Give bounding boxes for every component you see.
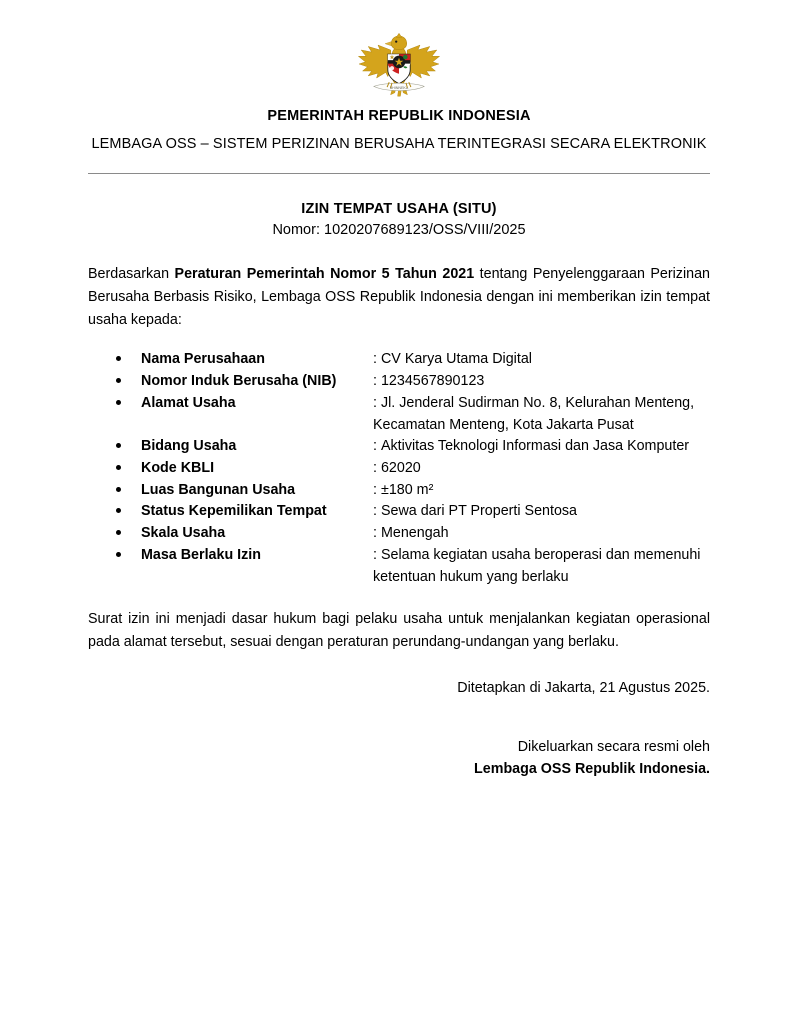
detail-row-company-name xyxy=(113,349,710,371)
colon-separator: : xyxy=(373,546,377,563)
document-header xyxy=(0,106,798,156)
detail-row-kbli-code xyxy=(113,458,710,480)
detail-value-text: Menengah xyxy=(380,525,449,542)
detail-value-text: Sewa dari PT Properti Sentosa xyxy=(380,503,578,520)
detail-label: Kode KBLI xyxy=(141,460,215,476)
header-government-line: PEMERINTAH REPUBLIK INDONESIA xyxy=(267,108,531,124)
detail-row-ownership-status xyxy=(113,501,710,523)
bullet-icon xyxy=(116,487,121,492)
intro-part2: tentang Penyelenggaraan Perizinan Berusaha Berbasis Risiko, Lembaga OSS Republik Indonesia dengan ini memberikan izin tempat usaha kepada: xyxy=(88,265,710,329)
detail-value-text xyxy=(381,460,421,476)
colon-separator: : xyxy=(373,394,377,411)
closing-paragraph: Surat izin ini menjadi dasar hukum bagi pelaku usaha untuk menjalankan kegiatan operasional pada alamat tersebut, sesuai dengan peraturan perundang-undangan yang berlaku. xyxy=(88,611,710,651)
detail-value xyxy=(373,545,703,588)
detail-value-text: Aktivitas Teknologi Informasi dan Jasa Komputer xyxy=(380,438,690,455)
bullet-icon xyxy=(116,465,121,470)
header-institution-line: LEMBAGA OSS – SISTEM PERIZINAN BERUSAHA TERINTEGRASI SECARA ELEKTRONIK xyxy=(91,135,707,152)
detail-label: Nomor Induk Berusaha (NIB) xyxy=(141,373,337,390)
business-details-list xyxy=(113,349,710,588)
detail-value-text: Selama kegiatan usaha beroperasi dan memenuhi ketentuan hukum yang berlaku xyxy=(373,546,701,585)
garuda-pancasila-emblem xyxy=(357,26,441,102)
header-divider xyxy=(88,173,710,174)
document-body xyxy=(88,263,710,780)
issuing-organization: Lembaga OSS Republik Indonesia. xyxy=(474,760,710,777)
colon-separator: : xyxy=(373,351,377,368)
regulation-reference: Peraturan Pemerintah Nomor 5 Tahun 2021 xyxy=(174,265,475,282)
bullet-icon xyxy=(116,552,121,557)
detail-label: Alamat Usaha xyxy=(141,394,236,411)
detail-label: Skala Usaha xyxy=(141,525,226,542)
signature-block xyxy=(88,736,710,780)
detail-value xyxy=(373,501,577,523)
colon-separator: : xyxy=(373,373,377,390)
place-and-date: Ditetapkan di Jakarta, 21 Agustus 2025. xyxy=(457,679,710,696)
detail-row-validity-period xyxy=(113,545,710,588)
detail-value xyxy=(373,436,689,458)
detail-label: Masa Berlaku Izin xyxy=(141,546,261,563)
detail-label: Luas Bangunan Usaha xyxy=(141,481,296,498)
detail-label: Nama Perusahaan xyxy=(141,351,265,368)
document-title: IZIN TEMPAT USAHA (SITU) xyxy=(301,200,497,217)
intro-paragraph xyxy=(88,263,710,332)
detail-value xyxy=(373,480,433,502)
bullet-icon xyxy=(116,508,121,513)
colon-separator: : xyxy=(373,460,377,476)
bullet-icon xyxy=(116,356,121,361)
detail-value xyxy=(373,393,703,436)
detail-value xyxy=(373,523,449,545)
colon-separator: : xyxy=(373,525,377,542)
detail-value xyxy=(373,458,421,480)
bullet-icon xyxy=(116,443,121,448)
detail-label: Status Kepemilikan Tempat xyxy=(141,503,327,520)
issued-by-label: Dikeluarkan secara resmi oleh xyxy=(517,738,710,755)
colon-separator: : xyxy=(373,438,377,455)
detail-row-building-area xyxy=(113,480,710,502)
emblem-container xyxy=(0,0,798,102)
title-block xyxy=(0,201,798,238)
bullet-icon xyxy=(116,400,121,405)
detail-row-nib xyxy=(113,371,710,393)
bullet-icon xyxy=(116,378,121,383)
detail-value xyxy=(373,349,532,371)
kbli-value: 62020 xyxy=(380,460,421,476)
detail-value-text: Jl. Jenderal Sudirman No. 8, Kelurahan Menteng, Kecamatan Menteng, Kota Jakarta Pusat xyxy=(373,394,695,433)
detail-value-text: 1234567890123 xyxy=(380,373,485,390)
detail-value-text: CV Karya Utama Digital xyxy=(380,351,532,368)
colon-separator: : xyxy=(373,481,377,498)
bullet-icon xyxy=(116,530,121,535)
detail-value xyxy=(373,371,484,393)
colon-separator: : xyxy=(373,503,377,520)
detail-row-business-scale xyxy=(113,523,710,545)
detail-row-address xyxy=(113,393,710,436)
intro-part1: Berdasarkan xyxy=(88,265,175,282)
detail-row-business-field xyxy=(113,436,710,458)
detail-label: Bidang Usaha xyxy=(141,438,237,455)
detail-value-text: ±180 m² xyxy=(380,481,434,498)
svg-text:BHINNEKA: BHINNEKA xyxy=(389,85,409,90)
document-number: Nomor: 1020207689123/OSS/VIII/2025 xyxy=(272,221,526,238)
